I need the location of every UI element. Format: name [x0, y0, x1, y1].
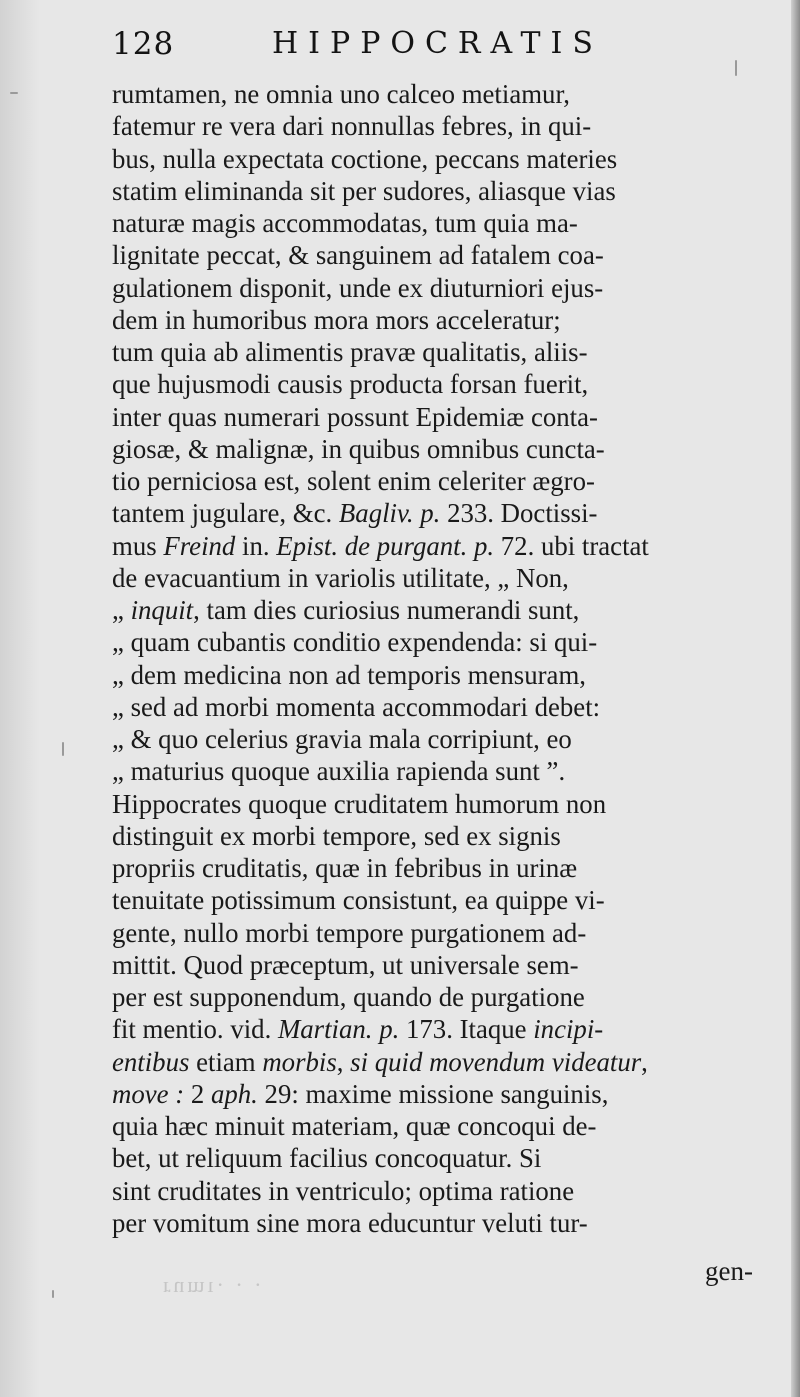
page-speck: [62, 742, 64, 756]
text-line: [112, 626, 767, 658]
text-segment: 29: maxime missione sanguinis,: [257, 1078, 609, 1109]
text-segment: bet, ut reliquum facilius concoquatur. Si: [112, 1143, 542, 1174]
text-line: [112, 852, 767, 884]
text-segment: ,: [641, 1046, 648, 1077]
text-line: [112, 368, 767, 400]
italic-text: Freind: [163, 530, 236, 561]
text-segment: „: [112, 595, 131, 625]
page-speck: [10, 92, 18, 94]
text-segment: fit mentio. vid.: [112, 1014, 278, 1045]
text-segment: inter quas numerari possunt Epidemiæ conta-: [112, 401, 598, 432]
catchword: gen-: [705, 1256, 753, 1286]
body-text: [112, 78, 772, 1239]
page-edge-shadow: [791, 0, 800, 1397]
text-line: [112, 820, 767, 852]
text-segment: Hippocrates quoque cruditatem humorum non: [112, 788, 607, 819]
text-line: [112, 949, 767, 981]
text-segment: que hujusmodi causis producta forsan fuerit,: [112, 369, 589, 400]
text-line: [112, 336, 767, 368]
text-segment: rumtamen, ne omnia uno calceo metiamur,: [112, 79, 571, 109]
text-line: [112, 304, 767, 336]
italic-text: move :: [112, 1078, 185, 1109]
text-line: [112, 723, 767, 755]
text-line: [112, 755, 767, 787]
italic-text: aph.: [210, 1078, 258, 1109]
text-line: [112, 691, 767, 723]
page-speck: [52, 1290, 54, 1298]
text-segment: 173. Itaque: [399, 1014, 534, 1045]
text-segment: naturæ magis accommodatas, tum quia ma-: [112, 208, 578, 238]
text-line: [112, 562, 767, 594]
text-line: [112, 659, 767, 691]
italic-text: Bagliv. p.: [338, 498, 441, 529]
text-line: [112, 207, 767, 239]
text-line: [112, 981, 767, 1013]
text-segment: in.: [235, 530, 277, 561]
text-segment: statim eliminanda sit per sudores, aliasque vias: [112, 175, 616, 206]
show-through-text: · · ·ıɯnɹ: [160, 1272, 262, 1297]
text-line: [112, 78, 767, 110]
page-speck: [735, 60, 737, 76]
running-head: HIPPOCRATIS: [272, 26, 603, 61]
italic-text: morbis: [262, 1046, 337, 1077]
text-segment: tenuitate potissimum consistunt, ea quippe vi-: [112, 885, 605, 916]
text-segment: gulationem disponit, unde ex diuturniori ejus-: [112, 272, 604, 303]
text-segment: gente, nullo morbi tempore purgationem ad-: [112, 917, 587, 948]
text-line: [112, 884, 767, 916]
italic-text: incipi-: [533, 1014, 604, 1045]
page-number: 128: [112, 26, 175, 62]
text-line: [112, 143, 767, 175]
text-segment: „ sed ad morbi momenta accommodari debet:: [112, 691, 601, 722]
text-segment: „ dem medicina non ad temporis mensuram,: [112, 659, 586, 690]
text-segment: tio perniciosa est, solent enim celeriter ægro-: [112, 466, 595, 496]
text-segment: propriis cruditatis, quæ in febribus in urinæ: [112, 853, 578, 883]
page-header: [112, 18, 632, 70]
text-segment: per est supponendum, quando de purgatione: [112, 982, 585, 1012]
text-line: [112, 497, 767, 529]
italic-text: si quid movendum videatur: [350, 1046, 642, 1077]
text-segment: tantem jugulare, &c.: [112, 498, 339, 529]
text-segment: giosæ, & malignæ, in quibus omnibus cuncta-: [112, 433, 605, 464]
text-line: [112, 1207, 767, 1239]
text-line: [112, 788, 767, 820]
text-line: [112, 110, 767, 142]
text-segment: etiam: [189, 1046, 263, 1077]
text-segment: per vomitum sine mora educuntur veluti tur-: [112, 1207, 588, 1238]
page-gutter-shade: [0, 0, 40, 1397]
text-segment: fatemur re vera dari nonnullas febres, in qui-: [112, 111, 592, 142]
text-segment: tum quia ab alimentis pravæ qualitatis, aliis-: [112, 337, 588, 367]
text-segment: „ maturius quoque auxilia rapienda sunt ”.: [112, 756, 566, 787]
text-segment: sint cruditates in ventriculo; optima ratione: [112, 1175, 575, 1206]
text-line: [112, 530, 767, 562]
text-line: [112, 1046, 767, 1078]
text-line: [112, 401, 767, 433]
italic-text: Epist. de purgant. p.: [276, 530, 495, 561]
text-segment: „ & quo celerius gravia mala corripiunt, eo: [112, 724, 572, 754]
text-segment: „ quam cubantis conditio expendenda: si qui-: [112, 627, 598, 658]
text-segment: mus: [112, 530, 164, 561]
text-segment: 233. Doctissi-: [440, 498, 598, 529]
italic-text: Martian. p.: [277, 1014, 400, 1045]
text-line: [112, 272, 767, 304]
text-segment: 2: [184, 1078, 211, 1109]
text-segment: 72. ubi tractat: [494, 530, 649, 561]
text-line: [112, 1175, 767, 1207]
text-line: [112, 175, 767, 207]
text-segment: quia hæc minuit materiam, quæ concoqui de-: [112, 1111, 597, 1141]
text-line: [112, 239, 767, 271]
italic-text: entibus: [112, 1046, 190, 1077]
text-line: [112, 1078, 767, 1110]
italic-text: inquit: [130, 595, 194, 625]
text-line: [112, 917, 767, 949]
text-line: [112, 433, 767, 465]
text-segment: dem in humoribus mora mors acceleratur;: [112, 304, 561, 335]
text-segment: , tam dies curiosius numerandi sunt,: [193, 595, 580, 625]
text-line: [112, 1142, 767, 1174]
text-line: [112, 465, 767, 497]
text-line: [112, 1110, 767, 1142]
text-segment: bus, nulla expectata coctione, peccans materies: [112, 143, 618, 174]
text-segment: ,: [336, 1046, 351, 1077]
text-segment: mittit. Quod præceptum, ut universale sem-: [112, 949, 579, 980]
text-line: [112, 1013, 767, 1045]
text-segment: de evacuantium in variolis utilitate, „ Non,: [112, 562, 569, 593]
text-segment: distinguit ex morbi tempore, sed ex signis: [112, 820, 561, 851]
text-line: [112, 594, 767, 626]
text-segment: lignitate peccat, & sanguinem ad fatalem coa-: [112, 240, 604, 271]
